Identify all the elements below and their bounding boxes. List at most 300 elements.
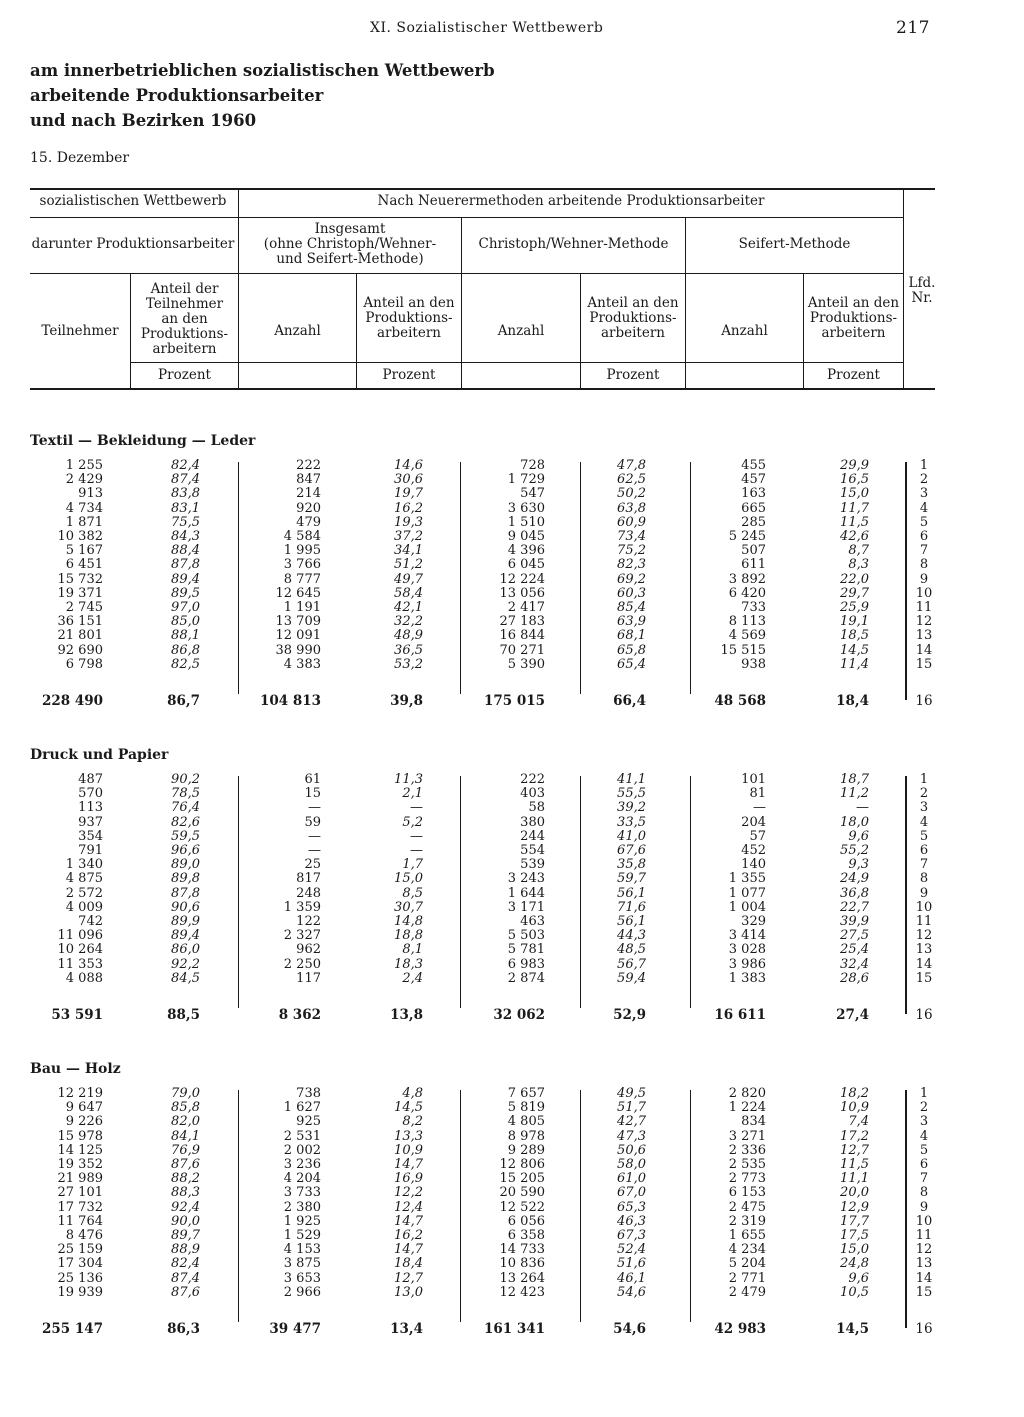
header-christoph: Christoph/Wehner-Methode bbox=[478, 236, 669, 252]
table-cell: 14,6 bbox=[394, 458, 423, 473]
table-cell: 2 475 bbox=[728, 1199, 766, 1215]
table-cell: 12,4 bbox=[394, 1199, 423, 1215]
table-cell: 2 bbox=[919, 786, 929, 802]
table-cell: 10 bbox=[915, 1213, 933, 1229]
table-cell: 4 875 bbox=[65, 871, 103, 887]
table-cell: 791 bbox=[78, 843, 103, 859]
table-cell: 10,5 bbox=[840, 1284, 869, 1300]
table-cell: 9 bbox=[919, 885, 929, 901]
table-cell: 47,8 bbox=[617, 458, 646, 473]
table-cell: 457 bbox=[741, 472, 766, 488]
column-teilnehmer bbox=[30, 773, 103, 986]
table-cell: 82,0 bbox=[171, 1114, 200, 1130]
table-cell: 2 250 bbox=[283, 956, 321, 972]
table-cell: 11,7 bbox=[840, 500, 869, 516]
table-cell: 1 191 bbox=[283, 600, 321, 616]
table-cell: 76,9 bbox=[171, 1142, 200, 1158]
table-cell: 2 773 bbox=[728, 1171, 766, 1187]
table-cell: 487 bbox=[78, 772, 103, 787]
table-cell: 8 777 bbox=[283, 571, 321, 587]
table-cell: 6 153 bbox=[728, 1185, 766, 1201]
table-cell: 86,0 bbox=[171, 942, 200, 958]
table-cell: 2,4 bbox=[402, 970, 423, 986]
table-cell: 14 125 bbox=[57, 1142, 103, 1158]
header-top-rule bbox=[30, 188, 935, 190]
table-cell: 1 729 bbox=[507, 472, 545, 488]
table-cell: 22,0 bbox=[840, 571, 869, 587]
table-cell: 19,3 bbox=[394, 514, 423, 530]
table-cell: 88,4 bbox=[171, 543, 200, 559]
table-cell: 329 bbox=[741, 914, 766, 930]
column-cw-anzahl bbox=[465, 773, 545, 986]
table-cell: 113 bbox=[78, 800, 103, 816]
table-cell: 5 390 bbox=[507, 656, 545, 672]
table-cell: 15 bbox=[915, 656, 933, 672]
table-cell: 452 bbox=[741, 843, 766, 859]
table-cell: 9,6 bbox=[848, 1270, 869, 1286]
table-cell: 12 bbox=[915, 928, 933, 944]
title-line: am innerbetrieblichen sozialistischen Wettbewerb bbox=[30, 61, 495, 80]
table-cell: — bbox=[308, 843, 321, 859]
column-s-anteil bbox=[780, 1087, 869, 1300]
column-ins-anteil bbox=[340, 1087, 423, 1300]
column-cw-anteil bbox=[560, 773, 646, 986]
table-cell: 16,5 bbox=[840, 472, 869, 488]
table-cell: 6 bbox=[919, 843, 929, 859]
table-cell: 3 986 bbox=[728, 956, 766, 972]
table-cell: 13,0 bbox=[394, 1284, 423, 1300]
table-cell: 1 925 bbox=[283, 1213, 321, 1229]
table-cell: 3 243 bbox=[507, 871, 545, 887]
table-cell: 63,9 bbox=[617, 614, 646, 630]
column-s-anteil bbox=[780, 459, 869, 672]
table-cell: 7 bbox=[919, 543, 929, 559]
total-cell: 32 062 bbox=[493, 1007, 545, 1023]
table-cell: — bbox=[308, 828, 321, 844]
column-cw-anzahl bbox=[465, 459, 545, 672]
table-cell: 1 655 bbox=[728, 1228, 766, 1244]
column-rule bbox=[238, 462, 239, 694]
table-cell: 738 bbox=[296, 1086, 321, 1101]
table-cell: 12 219 bbox=[57, 1086, 103, 1101]
date-label: 15. Dezember bbox=[30, 150, 130, 166]
table-cell: 2 bbox=[919, 1100, 929, 1116]
table-cell: 3 bbox=[919, 800, 929, 816]
table-cell: 9 289 bbox=[507, 1142, 545, 1158]
table-cell: 4 009 bbox=[65, 899, 103, 915]
table-cell: 3 bbox=[919, 486, 929, 502]
column-s-anzahl bbox=[690, 1087, 766, 1300]
table-cell: 13 709 bbox=[275, 614, 321, 630]
table-cell: 18,4 bbox=[394, 1256, 423, 1272]
table-cell: 12 423 bbox=[499, 1284, 545, 1300]
table-cell: 10 264 bbox=[57, 942, 103, 958]
table-cell: 19 352 bbox=[57, 1157, 103, 1173]
table-cell: 15 bbox=[304, 786, 321, 802]
column-rule bbox=[460, 462, 461, 694]
table-cell: 507 bbox=[741, 543, 766, 559]
table-cell: 82,4 bbox=[171, 458, 200, 473]
table-cell: 742 bbox=[78, 914, 103, 930]
table-cell: 35,8 bbox=[617, 857, 646, 873]
table-cell: 58 bbox=[528, 800, 545, 816]
table-cell: 4 bbox=[919, 1128, 929, 1144]
table-cell: 3 028 bbox=[728, 942, 766, 958]
table-cell: 51,2 bbox=[394, 557, 423, 573]
table-cell: 51,6 bbox=[617, 1256, 646, 1272]
table-cell: 14,8 bbox=[394, 914, 423, 930]
table-cell: 4 153 bbox=[283, 1242, 321, 1258]
column-cw-anzahl bbox=[465, 1087, 545, 1300]
table-cell: 83,1 bbox=[171, 500, 200, 516]
header-line: Produktions- bbox=[589, 310, 677, 326]
table-cell: 14,7 bbox=[394, 1157, 423, 1173]
table-cell: 50,2 bbox=[617, 486, 646, 502]
table-cell: 68,1 bbox=[617, 628, 646, 644]
table-cell: 82,5 bbox=[171, 656, 200, 672]
table-cell: 6 bbox=[919, 1157, 929, 1173]
column-rule bbox=[580, 776, 581, 1008]
table-cell: 15,0 bbox=[840, 1242, 869, 1258]
header-line: und Seifert-Methode) bbox=[276, 251, 424, 267]
header-line: Anteil an den bbox=[587, 295, 679, 311]
table-cell: 36 151 bbox=[57, 614, 103, 630]
header-line: Produktions- bbox=[365, 310, 453, 326]
table-cell: 6 798 bbox=[65, 656, 103, 672]
table-cell: 59 bbox=[304, 814, 321, 830]
table-cell: 9 045 bbox=[507, 529, 545, 545]
table-cell: 11,2 bbox=[840, 786, 869, 802]
column-rule bbox=[580, 462, 581, 694]
table-cell: 29,7 bbox=[840, 585, 869, 601]
table-cell: 12,9 bbox=[840, 1199, 869, 1215]
table-cell: 16,9 bbox=[394, 1171, 423, 1187]
table-cell: 4 584 bbox=[283, 529, 321, 545]
table-cell: 4,8 bbox=[402, 1086, 423, 1101]
table-cell: 10 836 bbox=[499, 1256, 545, 1272]
table-cell: 55,5 bbox=[617, 786, 646, 802]
total-cell: 52,9 bbox=[613, 1007, 646, 1023]
table-cell: 2 336 bbox=[728, 1142, 766, 1158]
table-cell: 8 476 bbox=[65, 1228, 103, 1244]
table-cell: 4 734 bbox=[65, 500, 103, 516]
column-cw-anteil bbox=[560, 1087, 646, 1300]
table-cell: 1 004 bbox=[728, 899, 766, 915]
table-cell: 42,1 bbox=[394, 600, 423, 616]
column-lfd bbox=[912, 773, 936, 986]
table-cell: 285 bbox=[741, 514, 766, 530]
header-line: arbeitern bbox=[152, 341, 217, 357]
table-cell: 13 bbox=[915, 942, 933, 958]
table-cell: 16,2 bbox=[394, 500, 423, 516]
table-cell: 3 171 bbox=[507, 899, 545, 915]
table-cell: 11 764 bbox=[57, 1213, 103, 1229]
table-cell: 4 569 bbox=[728, 628, 766, 644]
table-cell: 60,9 bbox=[617, 514, 646, 530]
table-cell: 15 515 bbox=[720, 642, 766, 658]
table-cell: 4 234 bbox=[728, 1242, 766, 1258]
header-anteil bbox=[357, 296, 461, 341]
table-cell: 1 bbox=[919, 772, 929, 787]
table-cell: — bbox=[410, 800, 423, 816]
table-cell: 53,2 bbox=[394, 656, 423, 672]
table-cell: 41,1 bbox=[617, 772, 646, 787]
header-insgesamt bbox=[239, 222, 461, 267]
title-line: und nach Bezirken 1960 bbox=[30, 111, 257, 130]
header-line: Anteil der bbox=[150, 281, 219, 297]
table-cell: 2 531 bbox=[283, 1128, 321, 1144]
table-cell: 8 978 bbox=[507, 1128, 545, 1144]
table-cell: 913 bbox=[78, 486, 103, 502]
total-cell: 16 bbox=[915, 693, 933, 709]
header-line: Insgesamt bbox=[314, 221, 386, 237]
table-cell: 67,0 bbox=[617, 1185, 646, 1201]
column-rule bbox=[238, 1090, 239, 1322]
table-cell: 4 088 bbox=[65, 970, 103, 986]
table-cell: 14 bbox=[915, 642, 933, 658]
table-cell: 20,0 bbox=[840, 1185, 869, 1201]
table-cell: 82,3 bbox=[617, 557, 646, 573]
table-cell: 479 bbox=[296, 514, 321, 530]
table-cell: 5 781 bbox=[507, 942, 545, 958]
table-cell: 1 224 bbox=[728, 1100, 766, 1116]
table-cell: 1 510 bbox=[507, 514, 545, 530]
table-cell: 11 bbox=[915, 600, 933, 616]
table-cell: 49,7 bbox=[394, 571, 423, 587]
table-cell: 19,1 bbox=[840, 614, 869, 630]
header-anzahl: Anzahl bbox=[274, 323, 321, 339]
total-cell: 53 591 bbox=[51, 1007, 103, 1023]
table-cell: 554 bbox=[520, 843, 545, 859]
total-cell: 42 983 bbox=[714, 1321, 766, 1337]
table-cell: 2 535 bbox=[728, 1157, 766, 1173]
total-cell: 255 147 bbox=[41, 1321, 103, 1337]
table-cell: 8,5 bbox=[402, 885, 423, 901]
table-cell: 89,5 bbox=[171, 585, 200, 601]
table-cell: 463 bbox=[520, 914, 545, 930]
table-cell: 5 bbox=[919, 1142, 929, 1158]
table-cell: 19,7 bbox=[394, 486, 423, 502]
total-cell: 8 362 bbox=[278, 1007, 321, 1023]
table-cell: 85,4 bbox=[617, 600, 646, 616]
table-cell: 18,0 bbox=[840, 814, 869, 830]
table-cell: 48,9 bbox=[394, 628, 423, 644]
table-cell: 937 bbox=[78, 814, 103, 830]
table-cell: 33,5 bbox=[617, 814, 646, 830]
table-cell: 84,3 bbox=[171, 529, 200, 545]
table-cell: 5 503 bbox=[507, 928, 545, 944]
table-cell: 15 bbox=[915, 1284, 933, 1300]
total-cell: 27,4 bbox=[836, 1007, 869, 1023]
table-cell: 15 978 bbox=[57, 1128, 103, 1144]
table-cell: 13 264 bbox=[499, 1270, 545, 1286]
table-cell: 3 271 bbox=[728, 1128, 766, 1144]
table-cell: 15 732 bbox=[57, 571, 103, 587]
table-cell: 39,9 bbox=[840, 914, 869, 930]
table-cell: 14 bbox=[915, 956, 933, 972]
table-cell: 37,2 bbox=[394, 529, 423, 545]
column-ins-anzahl bbox=[240, 773, 321, 986]
table-cell: 87,8 bbox=[171, 885, 200, 901]
column-ins-anteil bbox=[340, 773, 423, 986]
header-anzahl: Anzahl bbox=[497, 323, 545, 339]
table-cell: 57 bbox=[749, 828, 766, 844]
table-cell: 4 805 bbox=[507, 1114, 545, 1130]
table-cell: 89,4 bbox=[171, 928, 200, 944]
table-cell: 76,4 bbox=[171, 800, 200, 816]
total-cell: 16 bbox=[915, 1321, 933, 1337]
column-s-anteil bbox=[780, 773, 869, 986]
table-cell: 728 bbox=[520, 458, 545, 473]
header-divider bbox=[238, 190, 239, 388]
table-cell: 13 bbox=[915, 628, 933, 644]
total-cell: 161 341 bbox=[483, 1321, 545, 1337]
table-cell: 86,8 bbox=[171, 642, 200, 658]
table-cell: 6 056 bbox=[507, 1213, 545, 1229]
header-prozent: Prozent bbox=[827, 367, 880, 383]
table-cell: 18,3 bbox=[394, 956, 423, 972]
table-cell: 75,5 bbox=[171, 514, 200, 530]
table-cell: 611 bbox=[741, 557, 766, 573]
table-cell: 2 572 bbox=[65, 885, 103, 901]
table-cell: 1 355 bbox=[728, 871, 766, 887]
table-cell: 4 bbox=[919, 814, 929, 830]
table-cell: 1,7 bbox=[402, 857, 423, 873]
table-cell: 12 224 bbox=[499, 571, 545, 587]
table-cell: 2 966 bbox=[283, 1284, 321, 1300]
table-cell: 6 045 bbox=[507, 557, 545, 573]
table-cell: 65,8 bbox=[617, 642, 646, 658]
table-cell: 920 bbox=[296, 500, 321, 516]
table-cell: 1 644 bbox=[507, 885, 545, 901]
table-cell: 39,2 bbox=[617, 800, 646, 816]
table-cell: 92 690 bbox=[57, 642, 103, 658]
section-title: Druck und Papier bbox=[30, 747, 169, 763]
table-cell: 2 771 bbox=[728, 1270, 766, 1286]
table-cell: 89,9 bbox=[171, 914, 200, 930]
column-anteil-t bbox=[110, 1087, 200, 1300]
table-cell: 22,7 bbox=[840, 899, 869, 915]
table-cell: 87,4 bbox=[171, 472, 200, 488]
table-cell: 88,1 bbox=[171, 628, 200, 644]
table-cell: 36,5 bbox=[394, 642, 423, 658]
table-cell: — bbox=[410, 828, 423, 844]
total-cell: 39 477 bbox=[269, 1321, 321, 1337]
table-cell: 547 bbox=[520, 486, 545, 502]
table-cell: 24,9 bbox=[840, 871, 869, 887]
table-cell: 46,1 bbox=[617, 1270, 646, 1286]
total-cell: 16 bbox=[915, 1007, 933, 1023]
table-cell: 9,3 bbox=[848, 857, 869, 873]
header-darunter: darunter Produktionsarbeiter bbox=[31, 236, 235, 252]
page-number: 217 bbox=[896, 18, 930, 38]
table-cell: 10 382 bbox=[57, 529, 103, 545]
table-cell: 12 bbox=[915, 1242, 933, 1258]
table-cell: 97,0 bbox=[171, 600, 200, 616]
total-cell: 18,4 bbox=[836, 693, 869, 709]
table-cell: 90,6 bbox=[171, 899, 200, 915]
table-cell: 48,5 bbox=[617, 942, 646, 958]
table-cell: 834 bbox=[741, 1114, 766, 1130]
column-rule bbox=[905, 776, 907, 1014]
header-teilnehmer: Teilnehmer bbox=[41, 323, 119, 339]
table-cell: 222 bbox=[296, 458, 321, 473]
total-cell: 88,5 bbox=[167, 1007, 200, 1023]
table-cell: 3 766 bbox=[283, 557, 321, 573]
running-head-text: XI. Sozialistischer Wettbewerb bbox=[370, 20, 604, 36]
table-cell: 90,0 bbox=[171, 1213, 200, 1229]
table-cell: 817 bbox=[296, 871, 321, 887]
table-cell: 4 204 bbox=[283, 1171, 321, 1187]
header-soz-wettbewerb: sozialistischen Wettbewerb bbox=[39, 193, 227, 209]
table-cell: 89,7 bbox=[171, 1228, 200, 1244]
table-cell: 25,4 bbox=[840, 942, 869, 958]
table-cell: 62,5 bbox=[617, 472, 646, 488]
header-line: (ohne Christoph/Wehner- bbox=[263, 236, 437, 252]
header-line: arbeitern bbox=[600, 325, 665, 341]
table-cell: 13,3 bbox=[394, 1128, 423, 1144]
table-cell: 3 236 bbox=[283, 1157, 321, 1173]
table-cell: 90,2 bbox=[171, 772, 200, 787]
table-cell: 60,3 bbox=[617, 585, 646, 601]
table-cell: — bbox=[410, 843, 423, 859]
header-lfd-nr bbox=[904, 276, 940, 306]
table-cell: 13 bbox=[915, 1256, 933, 1272]
table-cell: 17,5 bbox=[840, 1228, 869, 1244]
table-cell: 455 bbox=[741, 458, 766, 473]
total-cell: 13,8 bbox=[390, 1007, 423, 1023]
table-cell: 27 101 bbox=[57, 1185, 103, 1201]
column-anteil-t bbox=[110, 773, 200, 986]
table-cell: 12,2 bbox=[394, 1185, 423, 1201]
table-cell: 30,7 bbox=[394, 899, 423, 915]
table-cell: 1 871 bbox=[65, 514, 103, 530]
table-cell: 1 077 bbox=[728, 885, 766, 901]
table-cell: 18,2 bbox=[840, 1086, 869, 1101]
table-cell: 79,0 bbox=[171, 1086, 200, 1101]
total-cell: 13,4 bbox=[390, 1321, 423, 1337]
table-cell: 56,1 bbox=[617, 914, 646, 930]
table-cell: 539 bbox=[520, 857, 545, 873]
table-cell: 14 bbox=[915, 1270, 933, 1286]
table-cell: 9 226 bbox=[65, 1114, 103, 1130]
table-cell: 28,6 bbox=[840, 970, 869, 986]
header-rule bbox=[30, 217, 903, 218]
column-teilnehmer bbox=[30, 1087, 103, 1300]
table-cell: 9 647 bbox=[65, 1100, 103, 1116]
table-title bbox=[30, 58, 495, 133]
table-cell: 89,0 bbox=[171, 857, 200, 873]
table-cell: 380 bbox=[520, 814, 545, 830]
table-cell: 5 819 bbox=[507, 1100, 545, 1116]
running-head bbox=[370, 20, 930, 36]
header-rule bbox=[130, 362, 903, 363]
table-cell: 2 745 bbox=[65, 600, 103, 616]
table-cell: 9 bbox=[919, 1199, 929, 1215]
table-cell: 9 bbox=[919, 571, 929, 587]
table-cell: 9,6 bbox=[848, 828, 869, 844]
table-cell: 1 995 bbox=[283, 543, 321, 559]
table-cell: 17 732 bbox=[57, 1199, 103, 1215]
column-rule bbox=[690, 776, 691, 1008]
table-cell: 1 359 bbox=[283, 899, 321, 915]
table-cell: 11,5 bbox=[840, 514, 869, 530]
header-bottom-rule bbox=[30, 388, 935, 390]
table-cell: 87,6 bbox=[171, 1284, 200, 1300]
table-cell: 1 bbox=[919, 458, 929, 473]
table-cell: 78,5 bbox=[171, 786, 200, 802]
table-cell: 51,7 bbox=[617, 1100, 646, 1116]
